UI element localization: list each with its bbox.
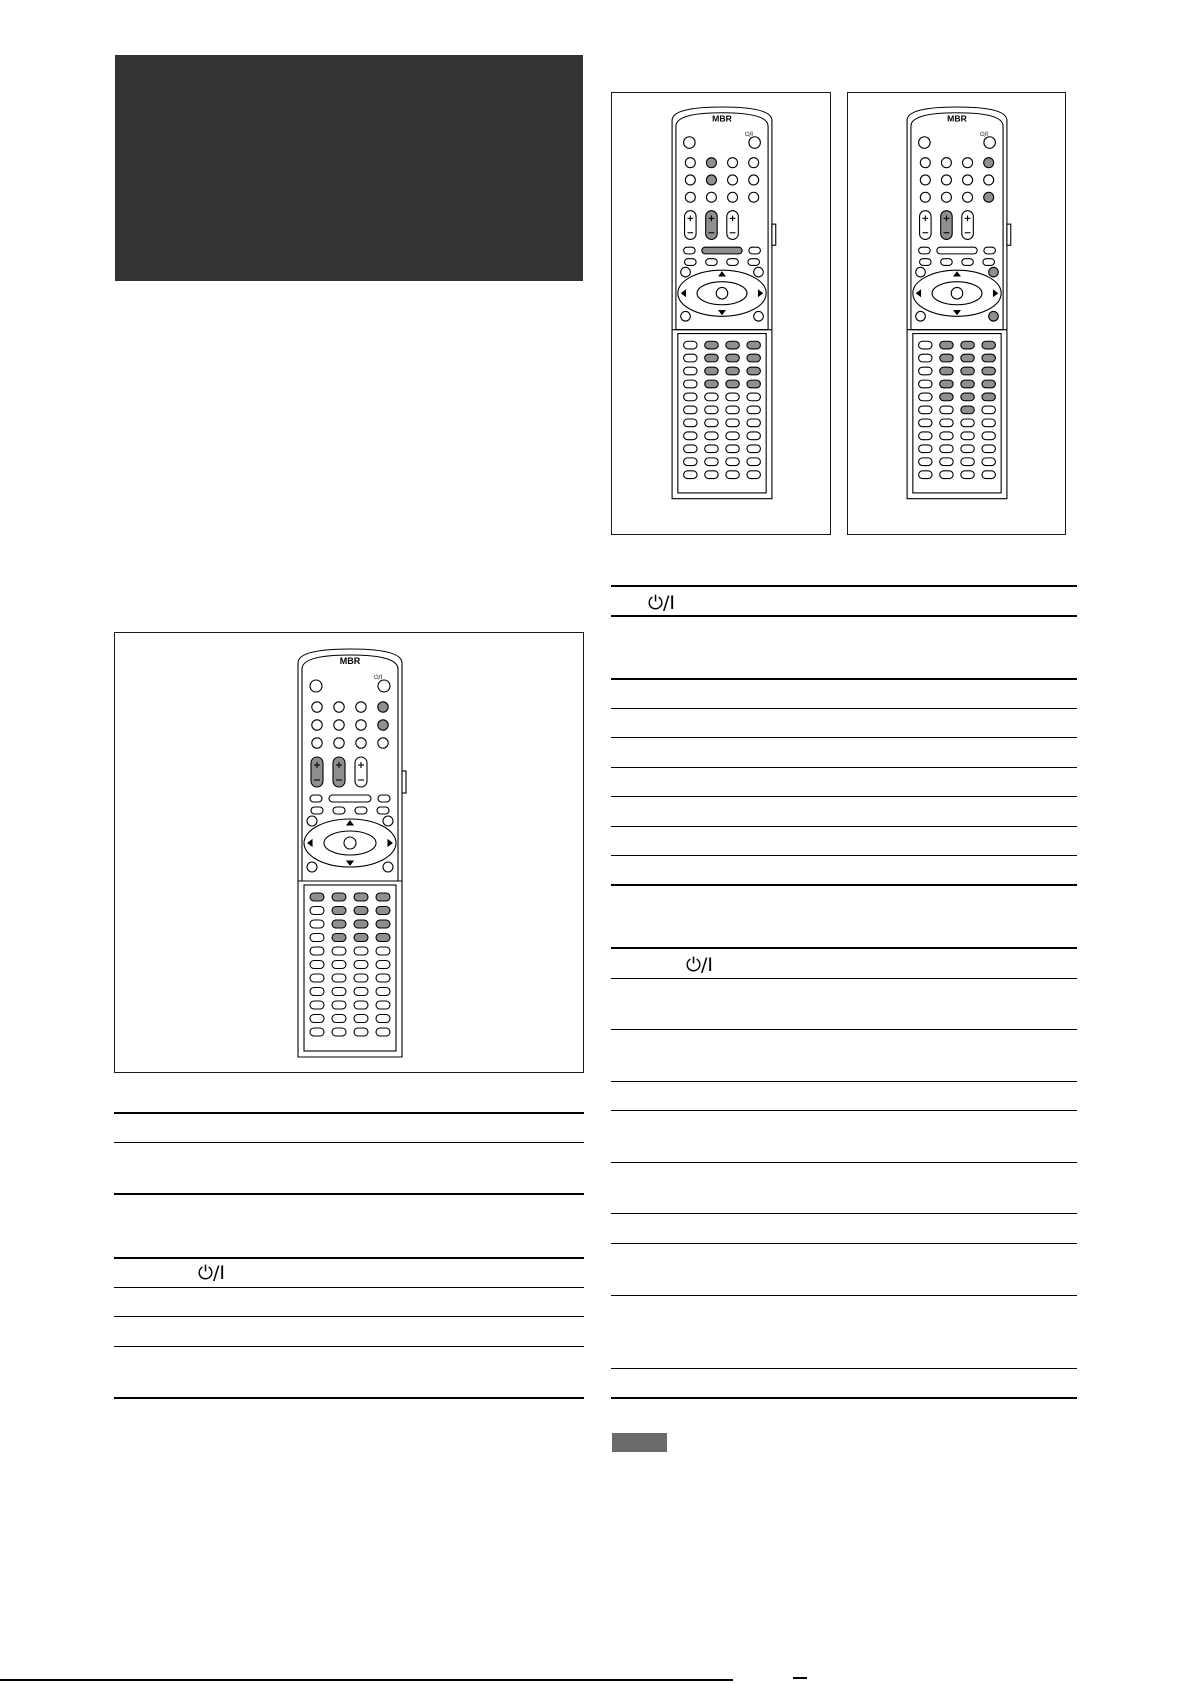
source-button (706, 175, 716, 185)
table-rule (611, 826, 1077, 827)
standby-button (684, 137, 696, 149)
keypad-button (376, 988, 390, 996)
table-rule (611, 678, 1077, 680)
keypad-button (332, 893, 346, 901)
volume-rocker (920, 211, 932, 240)
source-button (312, 702, 322, 712)
keypad-button (354, 1028, 368, 1036)
keypad-button (961, 432, 974, 440)
keypad-button (726, 445, 739, 453)
volume-rocker (941, 211, 953, 240)
source-button (334, 738, 344, 748)
menu-button (916, 267, 926, 277)
keypad-button (376, 934, 390, 942)
keypad-button (354, 974, 368, 982)
keypad-button (982, 367, 995, 375)
menu-button (916, 311, 926, 321)
keypad-button (332, 974, 346, 982)
keypad-button (376, 920, 390, 928)
keypad-button (705, 471, 718, 479)
keypad-button (684, 458, 697, 466)
keypad-button (705, 458, 718, 466)
play-button (702, 247, 742, 254)
standby-button (310, 680, 322, 692)
keypad-button (747, 406, 760, 414)
keypad-button (332, 934, 346, 942)
keypad-button (747, 341, 760, 349)
keypad-button (919, 419, 932, 427)
keypad-button (919, 393, 932, 401)
source-button (728, 192, 738, 202)
enter-button (344, 837, 356, 849)
keypad-button (310, 1028, 324, 1036)
keypad-button (982, 458, 995, 466)
transport-button (378, 795, 390, 802)
table-rule (114, 1112, 584, 1114)
source-button (984, 175, 994, 185)
keypad-button (354, 1001, 368, 1009)
transport-button (310, 795, 322, 802)
menu-button (989, 311, 999, 321)
keypad-button (940, 380, 953, 388)
keypad-button (705, 432, 718, 440)
source-button (941, 192, 951, 202)
keypad-button (354, 947, 368, 955)
keypad-button (726, 354, 739, 362)
menu-button (383, 816, 393, 826)
menu-button (307, 816, 317, 826)
keypad-button (940, 406, 953, 414)
keypad-button (354, 961, 368, 969)
keypad-button (354, 934, 368, 942)
keypad-button (332, 1015, 346, 1023)
keypad-button (684, 471, 697, 479)
transport-button (706, 259, 718, 266)
power-label: ⏻/I (979, 131, 988, 138)
keypad-button (376, 1028, 390, 1036)
table-rule (611, 1295, 1077, 1296)
source-button (334, 702, 344, 712)
keypad-button (726, 367, 739, 375)
table-rule (611, 1397, 1077, 1399)
keypad-button (940, 471, 953, 479)
footer-rule (0, 1679, 733, 1681)
keypad-button (919, 341, 932, 349)
volume-rocker (355, 757, 367, 787)
keypad-button (919, 458, 932, 466)
source-button (378, 720, 388, 730)
keypad-button (747, 380, 760, 388)
keypad-button (961, 419, 974, 427)
table-rule (114, 1287, 584, 1288)
keypad-button (940, 458, 953, 466)
menu-button (681, 267, 691, 277)
keypad-button (726, 406, 739, 414)
source-button (963, 192, 973, 202)
table-rule (114, 1142, 584, 1143)
source-button (312, 720, 322, 730)
keypad-button (919, 445, 932, 453)
keypad-button (376, 961, 390, 969)
keypad-button (376, 947, 390, 955)
keypad-button (726, 393, 739, 401)
keypad-button (961, 406, 974, 414)
remote-body (672, 107, 776, 499)
source-button (356, 720, 366, 730)
table-rule (611, 1110, 1077, 1111)
transport-button (983, 259, 995, 266)
table-rule (114, 1193, 584, 1195)
remote-body (907, 107, 1011, 499)
table-rule (611, 978, 1077, 979)
keypad-button (982, 471, 995, 479)
table-rule (611, 737, 1077, 738)
source-button (706, 192, 716, 202)
keypad-button (747, 367, 760, 375)
volume-rocker (685, 211, 697, 240)
keypad-button (705, 406, 718, 414)
side-switch (772, 224, 776, 245)
keypad-button (376, 1015, 390, 1023)
menu-button (754, 311, 764, 321)
power-button (984, 137, 996, 149)
keypad-button (961, 393, 974, 401)
keypad-button (726, 341, 739, 349)
table-rule (611, 1243, 1077, 1244)
keypad-button (940, 367, 953, 375)
keypad-button (747, 445, 760, 453)
menu-button (681, 311, 691, 321)
keypad-button (684, 419, 697, 427)
keypad-button (982, 432, 995, 440)
source-button (378, 738, 388, 748)
keypad-button (747, 458, 760, 466)
keypad-button (684, 367, 697, 375)
keypad-button (332, 1028, 346, 1036)
source-button (378, 702, 388, 712)
standby-button (919, 137, 931, 149)
transport-button (748, 259, 760, 266)
keypad-button (961, 380, 974, 388)
brand-logo: MBR (339, 656, 361, 666)
side-switch (402, 771, 406, 793)
brand-logo: MBR (712, 113, 732, 124)
source-button (706, 158, 716, 168)
remote-control-illustration (848, 93, 1067, 536)
remote-control-illustration (612, 93, 832, 536)
keypad-button (919, 367, 932, 375)
source-button (728, 175, 738, 185)
keypad-button (982, 354, 995, 362)
keypad-button (726, 419, 739, 427)
remote-figure-left (114, 632, 584, 1073)
table-rule (611, 884, 1077, 886)
keypad-button (310, 920, 324, 928)
power-label: ⏻/I (373, 674, 383, 681)
keypad-button (705, 341, 718, 349)
keypad-button (684, 354, 697, 362)
footer-page-mark (793, 1677, 807, 1679)
keypad-button (747, 354, 760, 362)
source-button (920, 158, 930, 168)
keypad-button (982, 380, 995, 388)
source-button (334, 720, 344, 730)
play-button (937, 247, 977, 254)
enter-button (951, 287, 963, 299)
keypad-button (747, 419, 760, 427)
table-rule (611, 1029, 1077, 1030)
keypad-button (332, 920, 346, 928)
keypad-button (705, 419, 718, 427)
keypad-button (310, 961, 324, 969)
table-rule (114, 1316, 584, 1317)
keypad-button (705, 367, 718, 375)
keypad-button (684, 393, 697, 401)
keypad-button (982, 445, 995, 453)
keypad-button (940, 419, 953, 427)
keypad-button (747, 393, 760, 401)
keypad-button (310, 893, 324, 901)
keypad-button (705, 445, 718, 453)
power-button (749, 137, 761, 149)
menu-button (754, 267, 764, 277)
table-rule (611, 615, 1077, 617)
source-button (749, 175, 759, 185)
source-button (941, 175, 951, 185)
source-button (984, 158, 994, 168)
menu-button (307, 862, 317, 872)
keypad-button (310, 947, 324, 955)
table-rule (611, 708, 1077, 709)
keypad-button (310, 907, 324, 915)
transport-button (941, 259, 953, 266)
volume-rocker (706, 211, 718, 240)
table-rule (114, 1346, 584, 1347)
table-rule (611, 855, 1077, 856)
keypad-button (354, 893, 368, 901)
keypad-button (961, 367, 974, 375)
source-button (963, 158, 973, 168)
source-button (963, 175, 973, 185)
transport-button (984, 247, 996, 254)
keypad-button (940, 445, 953, 453)
table-rule (611, 1213, 1077, 1214)
keypad-button (919, 380, 932, 388)
keypad-button (705, 393, 718, 401)
table-rule (114, 1397, 584, 1399)
keypad-button (376, 974, 390, 982)
power-symbol: ⏻/I (648, 592, 676, 614)
note-badge (612, 1433, 667, 1452)
keypad-button (376, 907, 390, 915)
keypad-button (982, 406, 995, 414)
source-button (685, 158, 695, 168)
power-symbol: ⏻/I (686, 954, 714, 976)
menu-button (989, 267, 999, 277)
transport-button (749, 247, 761, 254)
table-rule (611, 767, 1077, 768)
keypad-button (940, 432, 953, 440)
keypad-button (354, 988, 368, 996)
source-button (749, 192, 759, 202)
source-button (920, 192, 930, 202)
table-rule (611, 947, 1077, 949)
enter-button (716, 287, 728, 299)
source-button (728, 158, 738, 168)
keypad-button (310, 988, 324, 996)
remote-control-illustration (115, 633, 585, 1074)
power-label: ⏻/I (744, 131, 753, 138)
volume-rocker (727, 211, 739, 240)
transport-button (727, 259, 739, 266)
transport-button (920, 259, 932, 266)
keypad-button (310, 974, 324, 982)
menu-button (383, 862, 393, 872)
keypad-button (310, 1001, 324, 1009)
source-button (356, 738, 366, 748)
power-symbol: ⏻/I (198, 1262, 226, 1284)
section-header-block (115, 55, 583, 281)
source-button (941, 158, 951, 168)
volume-rocker (311, 757, 323, 787)
keypad-button (310, 1015, 324, 1023)
keypad-button (684, 341, 697, 349)
keypad-button (726, 471, 739, 479)
table-rule (611, 796, 1077, 797)
keypad-button (684, 445, 697, 453)
keypad-button (961, 445, 974, 453)
keypad-button (919, 471, 932, 479)
keypad-button (354, 920, 368, 928)
keypad-button (919, 406, 932, 414)
source-button (312, 738, 322, 748)
keypad-button (919, 354, 932, 362)
transport-button (684, 247, 696, 254)
keypad-button (332, 961, 346, 969)
keypad-button (684, 432, 697, 440)
keypad-button (940, 354, 953, 362)
keypad-button (310, 934, 324, 942)
table-rule (611, 1081, 1077, 1082)
transport-button (685, 259, 697, 266)
keypad-button (961, 458, 974, 466)
keypad-button (705, 354, 718, 362)
keypad-button (726, 458, 739, 466)
table-rule (611, 1368, 1077, 1369)
transport-button (333, 807, 345, 814)
keypad-button (961, 471, 974, 479)
transport-button (919, 247, 931, 254)
keypad-button (332, 907, 346, 915)
keypad-button (354, 1015, 368, 1023)
table-rule (611, 1162, 1077, 1163)
source-button (984, 192, 994, 202)
volume-rocker (333, 757, 345, 787)
brand-logo: MBR (947, 113, 967, 124)
remote-figure-right-a (611, 92, 831, 535)
keypad-button (961, 354, 974, 362)
keypad-button (726, 432, 739, 440)
keypad-button (919, 432, 932, 440)
source-button (685, 192, 695, 202)
keypad-button (961, 341, 974, 349)
keypad-button (332, 947, 346, 955)
keypad-button (940, 393, 953, 401)
source-button (685, 175, 695, 185)
keypad-button (705, 380, 718, 388)
keypad-button (747, 432, 760, 440)
side-switch (1007, 224, 1011, 245)
power-button (378, 680, 390, 692)
volume-rocker (962, 211, 974, 240)
keypad-button (982, 419, 995, 427)
keypad-button (376, 893, 390, 901)
transport-button (311, 807, 323, 814)
keypad-button (332, 988, 346, 996)
play-button (329, 795, 371, 802)
keypad-button (332, 1001, 346, 1009)
keypad-button (982, 393, 995, 401)
remote-body (298, 649, 406, 1057)
transport-button (377, 807, 389, 814)
keypad-button (982, 341, 995, 349)
source-button (920, 175, 930, 185)
remote-figure-right-b (847, 92, 1066, 535)
transport-button (355, 807, 367, 814)
keypad-button (354, 907, 368, 915)
keypad-button (726, 380, 739, 388)
source-button (356, 702, 366, 712)
keypad-button (747, 471, 760, 479)
keypad-button (684, 406, 697, 414)
keypad-button (684, 380, 697, 388)
table-rule (611, 585, 1077, 587)
transport-button (962, 259, 974, 266)
table-rule (114, 1257, 584, 1259)
source-button (749, 158, 759, 168)
keypad-button (940, 341, 953, 349)
keypad-button (376, 1001, 390, 1009)
